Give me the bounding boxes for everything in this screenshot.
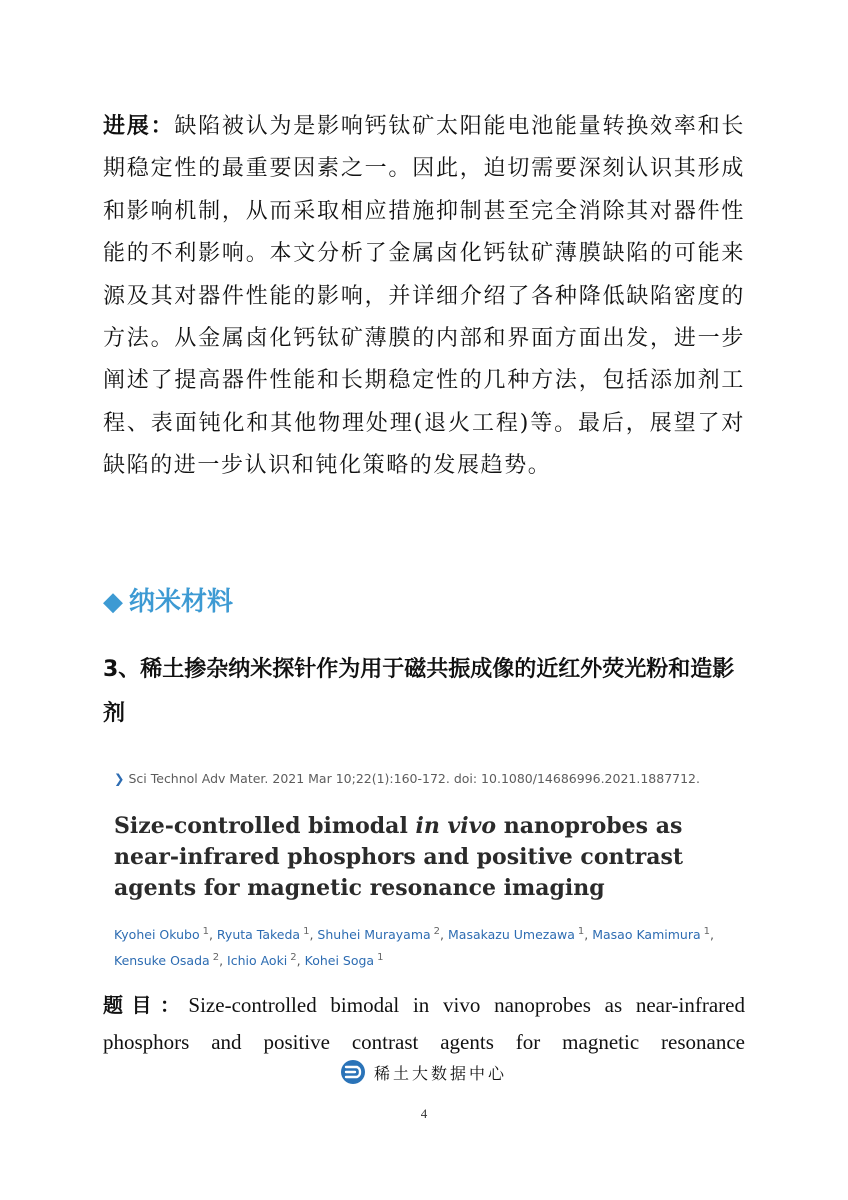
paper-title-part2: nanoprobes as near-infrared phosphors and positive contrast agents for magnetic resonance imaging (114, 813, 684, 901)
author-affiliation[interactable]: 1 (202, 926, 209, 937)
progress-text: 缺陷被认为是影响钙钛矿太阳能电池能量转换效率和长期稳定性的最重要因素之一。因此，迫切需要深刻认识其形成和影响机制，从而采取相应措施抑制甚至完全消除其对器件性能的不利影响。本文分析了金属卤化钙钛矿薄膜缺陷的可能来源及其对器件性能的影响，并详细介绍了各种降低缺陷密度的方法。从金属卤化钙钛矿薄膜的内部和界面方面出发，进一步阐述了提高器件性能和长期稳定性的几种方法，包括添加剂工程、表面钝化和其他物理处理(退火工程)等。最后，展望了对缺陷的进一步认识和钝化策略的发展趋势。 (103, 114, 745, 479)
citation-line[interactable] (114, 769, 700, 789)
author-name[interactable]: Kohei Soga (304, 953, 375, 969)
re-logo-icon (340, 1059, 366, 1085)
section-heading (103, 584, 233, 620)
title-line-1-text: Size-controlled bimodal in vivo nanoprobes as near-infrared (188, 993, 745, 1017)
author-name[interactable]: Kensuke Osada (114, 953, 210, 969)
paper-title-part1: Size-controlled bimodal (114, 813, 416, 839)
author-affiliation[interactable]: 2 (433, 926, 441, 937)
author-name[interactable]: Shuhei Murayama (317, 927, 431, 943)
author-separator: , (219, 953, 228, 969)
author-separator: , (584, 927, 593, 943)
section-title: 纳米材料 (129, 587, 234, 617)
title-line-2: phosphors and positive contrast agents for magnetic resonance (103, 1030, 745, 1054)
title-line-1 (103, 983, 745, 1027)
author-list (114, 920, 754, 972)
author-separator: , (440, 927, 448, 943)
progress-paragraph (103, 105, 745, 488)
author-separator: , (309, 927, 318, 943)
paper-title-italic: in vivo (415, 813, 497, 839)
footer-brand-text: 稀土大数据中心 (374, 1063, 508, 1083)
title-label: 题目： (103, 993, 189, 1017)
author-separator: , (296, 953, 305, 969)
paper-title (114, 811, 754, 904)
author-name[interactable]: Ryuta Takeda (216, 927, 301, 943)
author-name[interactable]: Kyohei Okubo (114, 927, 200, 943)
author-affiliation[interactable]: 2 (212, 952, 220, 964)
author-affiliation[interactable]: 1 (703, 926, 711, 937)
author-separator: , (710, 927, 714, 943)
author-affiliation[interactable]: 2 (290, 952, 297, 964)
author-name[interactable]: Masao Kamimura (592, 927, 701, 943)
author-name[interactable]: Masakazu Umezawa (448, 927, 575, 943)
author-affiliation[interactable]: 1 (303, 926, 310, 937)
author-affiliation[interactable]: 1 (377, 952, 384, 964)
diamond-icon: ◆ (103, 587, 123, 617)
citation-text: Sci Technol Adv Mater. 2021 Mar 10;22(1):160-172. doi: 10.1080/14686996.2021.1887712. (128, 771, 700, 786)
author-name[interactable]: Ichio Aoki (227, 953, 288, 969)
progress-label: 进展： (103, 113, 175, 139)
chevron-right-icon: ❯ (114, 771, 125, 786)
author-affiliation[interactable]: 1 (577, 926, 585, 937)
author-separator: , (208, 927, 217, 943)
page-number: 4 (420, 1106, 428, 1121)
footer-brand (340, 1057, 507, 1087)
article-heading: 3、稀土掺杂纳米探针作为用于磁共振成像的近红外荧光粉和造影剂 (103, 657, 735, 726)
